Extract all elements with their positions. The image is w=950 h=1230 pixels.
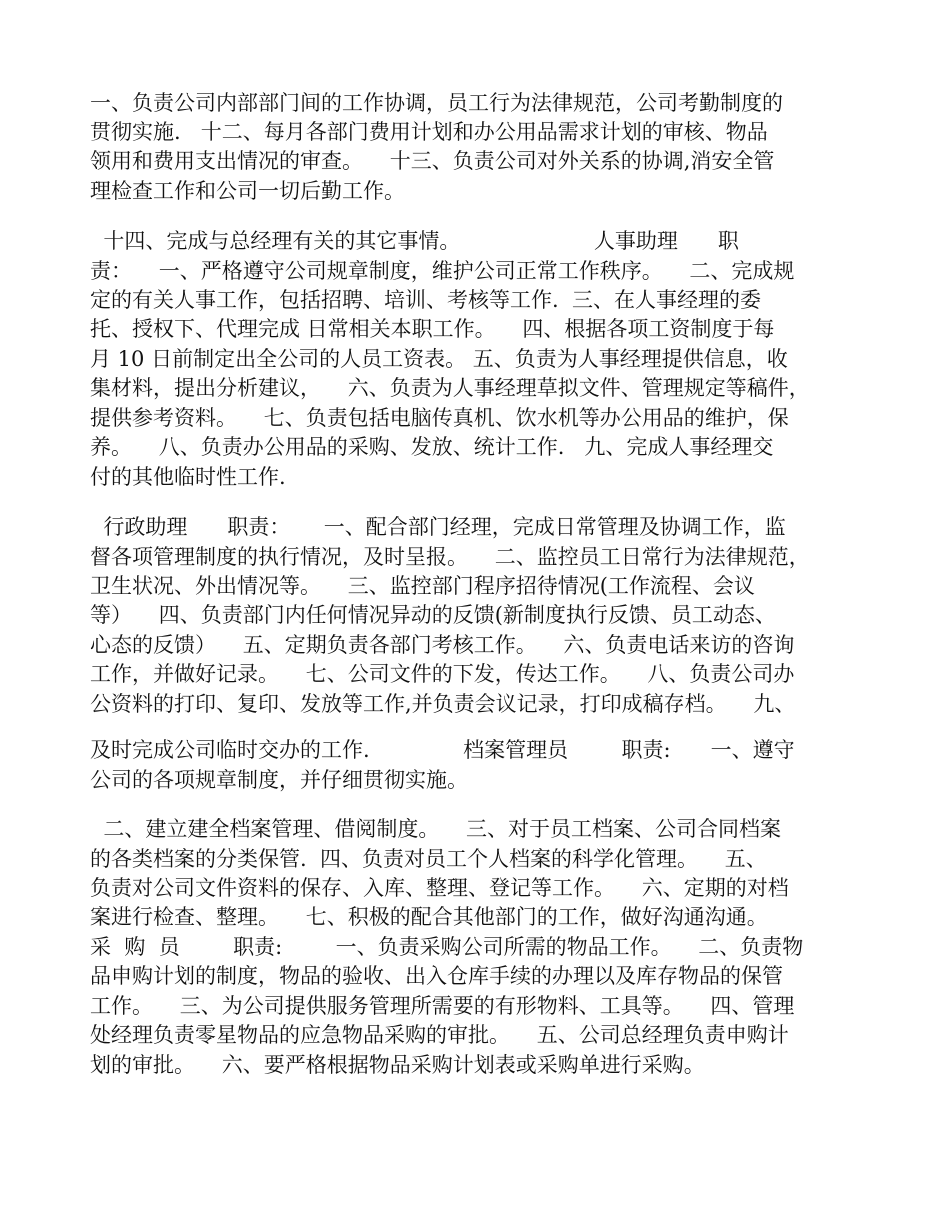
text-line: 托、授权下、代理完成 日常相关本职工作。 四、根据各项工资制度于每 [90,317,775,341]
text-line: 案进行检查、整理。 七、积极的配合其他部门的工作，做好沟通沟通。 [90,905,768,929]
text-line: 品申购计划的制度，物品的验收、出入仓库手续的办理以及库存物品的保管 [90,964,783,988]
text-line: 养。 八、负责办公用品的采购、发放、统计工作. 九、完成人事经理交 [90,435,774,459]
text-line: 处经理负责零星物品的应急物品采购的审批。 五、公司总经理负责申购计 [90,1023,789,1047]
text-line: 二、建立建全档案管理、借阅制度。 三、对于员工档案、公司合同档案 [90,817,782,841]
text-line: 提供参考资料。 七、负责包括电脑传真机、饮水机等办公用品的维护，保 [90,406,789,430]
text-line: 督各项管理制度的执行情况，及时呈报。 二、监控员工日常行为法律规范， [90,545,810,569]
text-line: 心态的反馈） 五、定期负责各部门考核工作。 六、负责电话来访的咨询 [90,633,795,657]
text-line: 负责对公司文件资料的保存、入库、整理、登记等工作。 六、定期的对档 [90,876,789,900]
text-line: 领用和费用支出情况的审查。 十三、负责公司对外关系的协调,消安全管 [90,149,775,173]
text-line: 贯彻实施. 十二、每月各部门费用计划和办公用品需求计划的审核、物品 [90,120,768,144]
text-line: 月 10 日前制定出全公司的人员工资表。 五、负责为人事经理提供信息，收 [90,347,788,371]
text-line: 行政助理 职责： 一、配合部门经理，完成日常管理及协调工作，监 [90,515,786,539]
text-line: 一、负责公司内部部门间的工作协调，员工行为法律规范，公司考勤制度的 [90,91,783,115]
text-line: 采 购 员 职责: 一、负责采购公司所需的物品工作。 二、负责物 [90,935,804,959]
text-line: 付的其他临时性工作. [90,465,286,489]
text-line: 的各类档案的分类保管. 四、负责对员工个人档案的科学化管理。 五、 [90,847,767,871]
text-line: 公司的各项规章制度，并仔细贯彻实施。 [90,768,468,792]
text-line: 工作。 三、为公司提供服务管理所需要的有形物料、工具等。 四、管理 [90,994,795,1018]
text-line: 卫生状况、外出情况等。 三、监控部门程序招待情况(工作流程、会议 [90,574,755,598]
text-line: 及时完成公司临时交办的工作. 档案管理员 职责: 一、遵守 [90,738,795,762]
text-line: 集材料，提出分析建议， 六、负责为人事经理草拟文件、管理规定等稿件， [90,376,810,400]
text-line: 十四、完成与总经理有关的其它事情。 人事助理 职 [90,229,739,253]
text-line: 等） 四、负责部门内任何情况异动的反馈(新制度执行反馈、员工动态、 [90,603,776,627]
text-line: 划的审批。 六、要严格根据物品采购计划表或采购单进行采购。 [90,1053,705,1077]
text-line: 理检查工作和公司一切后勤工作。 [90,179,405,203]
text-line: 公资料的打印、复印、发放等工作,并负责会议记录，打印成稿存档。 九、 [90,692,796,716]
text-line: 工作，并做好记录。 七、公司文件的下发，传达工作。 八、负责公司办 [90,662,795,686]
text-line: 责： 一、严格遵守公司规章制度，维护公司正常工作秩序。 二、完成规 [90,259,795,283]
text-line: 定的有关人事工作，包括招聘、培训、考核等工作. 三、在人事经理的委 [90,288,762,312]
